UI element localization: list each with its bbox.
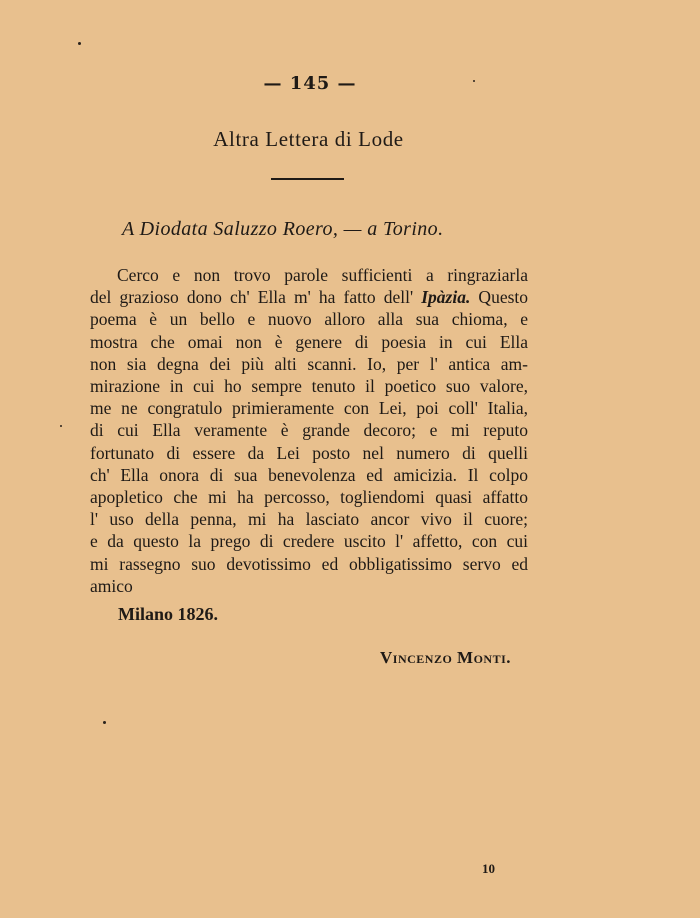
letter-line: fortunato di essere da Lei posto nel numero di quelli	[90, 442, 528, 463]
letter-line: ch' Ella onora di sua benevolenza ed amicizia. Il colpo	[90, 464, 528, 485]
letter-line: mirazione in cui ho sempre tenuto il poetico suo valore,	[90, 376, 528, 397]
letter-line: e da questo la prego di credere uscito l' affetto, con cui	[90, 531, 528, 552]
title-rule	[271, 178, 344, 180]
letter-line: mostra che omai non è genere di poesia in cui Ella	[90, 331, 528, 352]
paper-speck	[103, 721, 106, 724]
letter-line	[90, 286, 528, 308]
dedication: A Diodata Saluzzo Roero, — a Torino.	[122, 218, 444, 240]
paper-speck	[473, 80, 475, 82]
sheet-number: 10	[482, 861, 495, 876]
paper-speck	[78, 42, 81, 45]
letter-line-part: Questo	[470, 287, 529, 308]
letter-line: amico	[90, 575, 133, 596]
work-title: Ipàzia.	[421, 287, 471, 308]
paper-speck	[60, 425, 62, 427]
letter-line: me ne congratulo primieramente con Lei, poi coll' Italia,	[90, 398, 528, 419]
letter-body	[90, 264, 528, 597]
place-date: Milano 1826.	[118, 604, 219, 624]
letter-line: Cerco e non trovo parole sufficienti a ringraziarla	[117, 265, 528, 285]
signature: Vincenzo Monti.	[380, 648, 512, 667]
letter-line-part: del grazioso dono ch' Ella m' ha fatto dell'	[90, 287, 422, 308]
page-number: — 145 —	[263, 73, 357, 94]
letter-line: apopletico che mi ha percosso, togliendomi quasi affatto	[90, 487, 528, 508]
letter-line: non sia degna dei più alti scanni. Io, per l' antica am-	[90, 353, 528, 374]
page-title: Altra Lettera di Lode	[213, 127, 404, 151]
letter-line: poema è un bello e nuovo alloro alla sua chioma, e	[90, 309, 528, 330]
letter-line: l' uso della penna, mi ha lasciato ancor vivo il cuore;	[90, 509, 528, 530]
letter-line: mi rassegno suo devotissimo ed obbligatissimo servo ed	[90, 553, 528, 574]
letter-line: di cui Ella veramente è grande decoro; e mi reputo	[90, 420, 528, 441]
